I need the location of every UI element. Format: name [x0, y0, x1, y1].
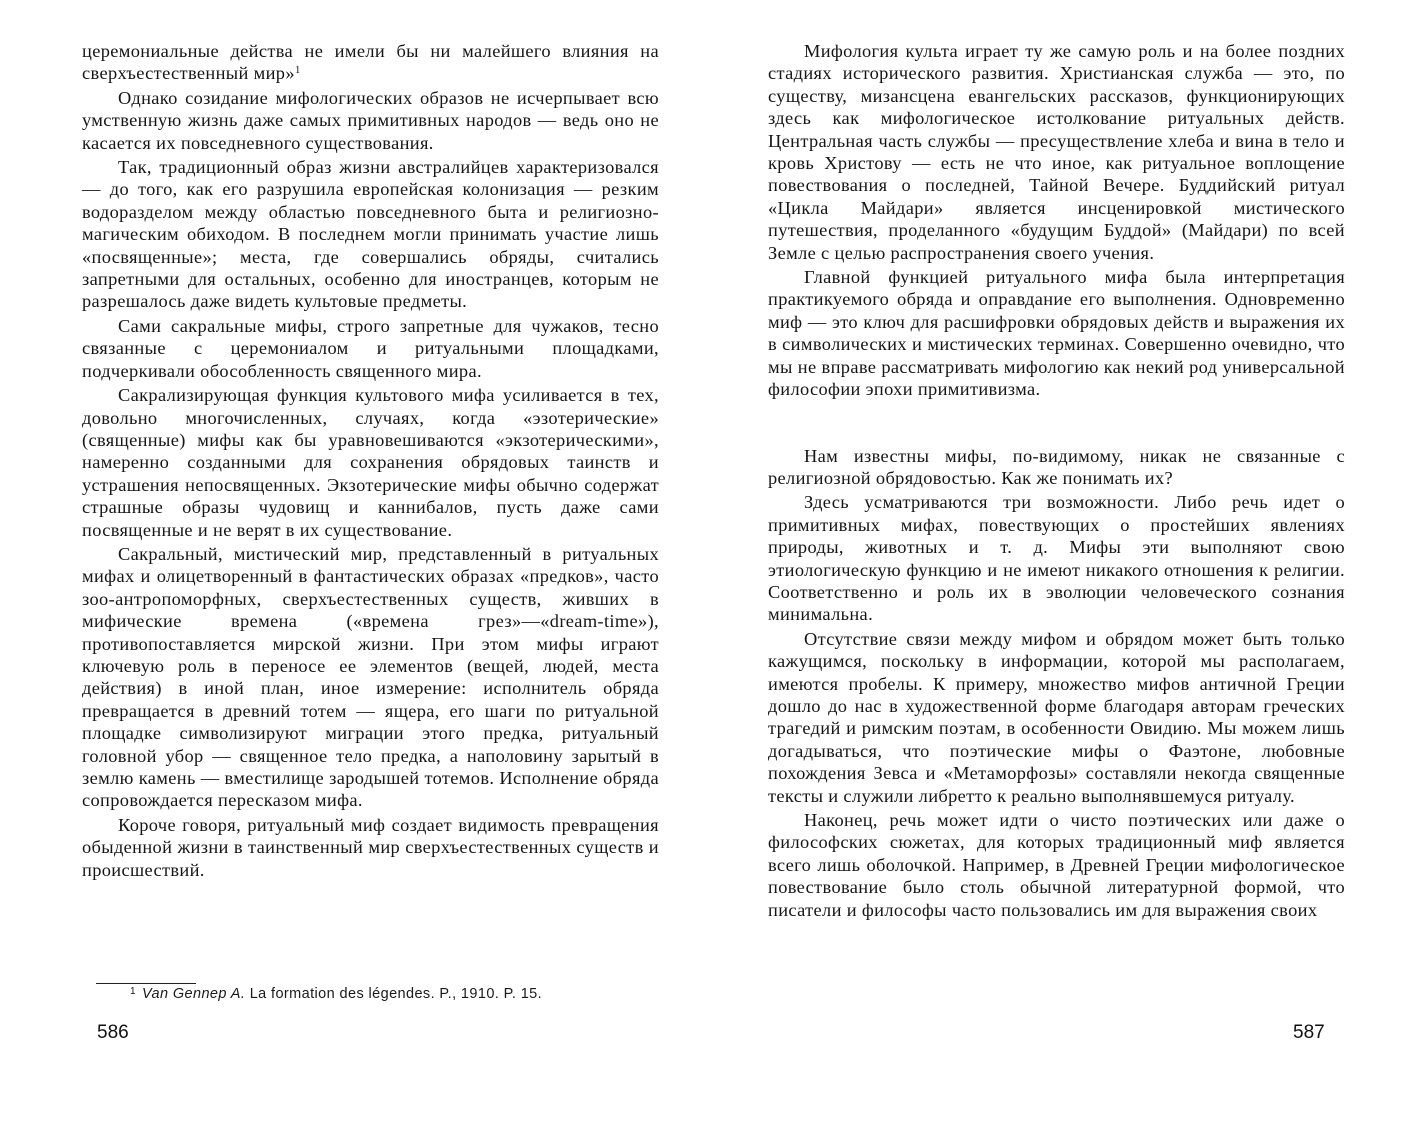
paragraph: Наконец, речь может идти о чисто поэтических или даже о философских сюжетах, для которых традиционный миф является всего лишь оболочкой. Например, в Древней Греции мифологическое повествование было столь обычной литературной формой, что писатели и философы часто пользовались им для выражения своих [768, 810, 1345, 920]
footnote-reference[interactable]: 1 [294, 64, 301, 77]
paragraph: Сакральный, мистический мир, представленный в ритуальных мифах и олицетворенный в фантастических образах «предков», часто зоо-антропоморфных, сверхъестественных существ, живших в мифические времена («времена грез»—«dream-time»), противопоставляется мирской жизни. При этом мифы играют ключевую роль в переносе ее элементов (вещей, людей, места действия) в иной план, иное измерение: исполнитель обряда превращается в древний тотем — ящера, его шаги по ритуальной площадке символизируют миграции этого предка, ритуальный головной убор — священное тело предка, а наполовину зарытый в землю камень — вместилище зародышей тотемов. Исполнение обряда сопровождается пересказом мифа. [82, 543, 659, 811]
footnote-divider [96, 983, 196, 984]
paragraph: Отсутствие связи между мифом и обрядом может быть только кажущимся, поскольку в информации, которой мы располагаем, имеются пробелы. К примеру, множество мифов античной Греции дошло до нас в художественной форме благодаря авторам греческих трагедий и римским поэтам, в особенности Овидию. Мы можем лишь догадываться, что поэтические мифы о Фаэтоне, любовные похождения Зевса и «Метаморфозы» составляли некогда священные тексты и служили либретто к реально выполнявшемуся ритуалу. [768, 628, 1345, 806]
footnote-marker: 1 [130, 986, 136, 997]
paragraph: Здесь усматриваются три возможности. Либо речь идет о примитивных мифах, повествующих о простейших явлениях природы, животных и т. д. Мифы эти выполняют свою этиологическую функцию и не имеют никакого отношения к религии. Соответственно и роль их в эволюции человеческого сознания минимальна. [768, 492, 1345, 625]
paragraph: Нам известны мифы, по-видимому, никак не связанные с религиозной обрядовостью. Как же понимать их? [768, 445, 1345, 488]
footnote [130, 986, 670, 1002]
footnote-text: La formation des légendes. P., 1910. P. 15. [249, 986, 543, 1002]
right-page [706, 0, 1413, 1130]
paragraph: Однако созидание мифологических образов не исчерпывает всю умственную жизнь даже самых примитивных народов — ведь оно не касается их повседневного существования. [82, 87, 659, 153]
paragraph [82, 40, 659, 85]
paragraph: Главной функцией ритуального мифа была интерпретация практикуемого обряда и оправдание его выполнения. Одновременно миф — это ключ для расшифровки обрядовых действ и выражения их в символических и мистических терминах. Совершенно очевидно, что мы не вправе рассматривать мифологию как некий род универсальной философии эпохи примитивизма. [768, 267, 1345, 400]
paragraph: Так, традиционный образ жизни австралийцев характеризовался — до того, как его разрушила европейская колонизация — резким водоразделом между областью повседневного быта и религиозно-магическим обиходом. В последнем могли принимать участие лишь «посвященные»; места, где совершались обряды, считались запретными для остальных, особенно для иностранцев, которым не разрешалось даже видеть культовые предметы. [82, 157, 659, 312]
paragraph: Сакрализирующая функция культового мифа усиливается в тех, довольно многочисленных, случаях, когда «эзотерические» (священные) мифы как бы уравновешиваются «экзотерическими», намеренно созданными для сохранения обрядовых таинств и устрашения непосвященных. Экзотерические мифы обычно содержат страшные образы чудовищ и каннибалов, пусть даже сами посвященные и не верят в их существование. [82, 385, 659, 540]
paragraph-text: церемониальные действа не имели бы ни малейшего влияния на сверхъестественный мир» [82, 41, 659, 84]
right-text-column [768, 40, 1345, 923]
paragraph: Сами сакральные мифы, строго запретные для чужаков, тесно связанные с церемониалом и ритуальными площадками, подчеркивали обособленность священного мира. [82, 315, 659, 381]
page-number: 587 [1293, 1022, 1325, 1043]
footnote-author: Van Gennep A. [141, 986, 246, 1002]
page-number: 586 [97, 1022, 129, 1043]
paragraph: Короче говоря, ритуальный миф создает видимость превращения обыденной жизни в таинственный мир сверхъестественных существ и происшествий. [82, 814, 659, 880]
left-page [0, 0, 706, 1130]
left-text-column [82, 40, 659, 883]
paragraph: Мифология культа играет ту же самую роль и на более поздних стадиях исторического развития. Христианская служба — это, по существу, мизансцена евангельских рассказов, функционирующих здесь как мифологическое истолкование ритуальных действ. Центральная часть службы — пресуществление хлеба и вина в тело и кровь Христову — есть не что иное, как ритуальное воплощение повествования о последней, Тайной Вечере. Буддийский ритуал «Цикла Майдари» является инсценировкой мистического путешествия, проделанного «будущим Буддой» (Майдари) по всей Земле с целью распространения своего учения. [768, 41, 1345, 263]
